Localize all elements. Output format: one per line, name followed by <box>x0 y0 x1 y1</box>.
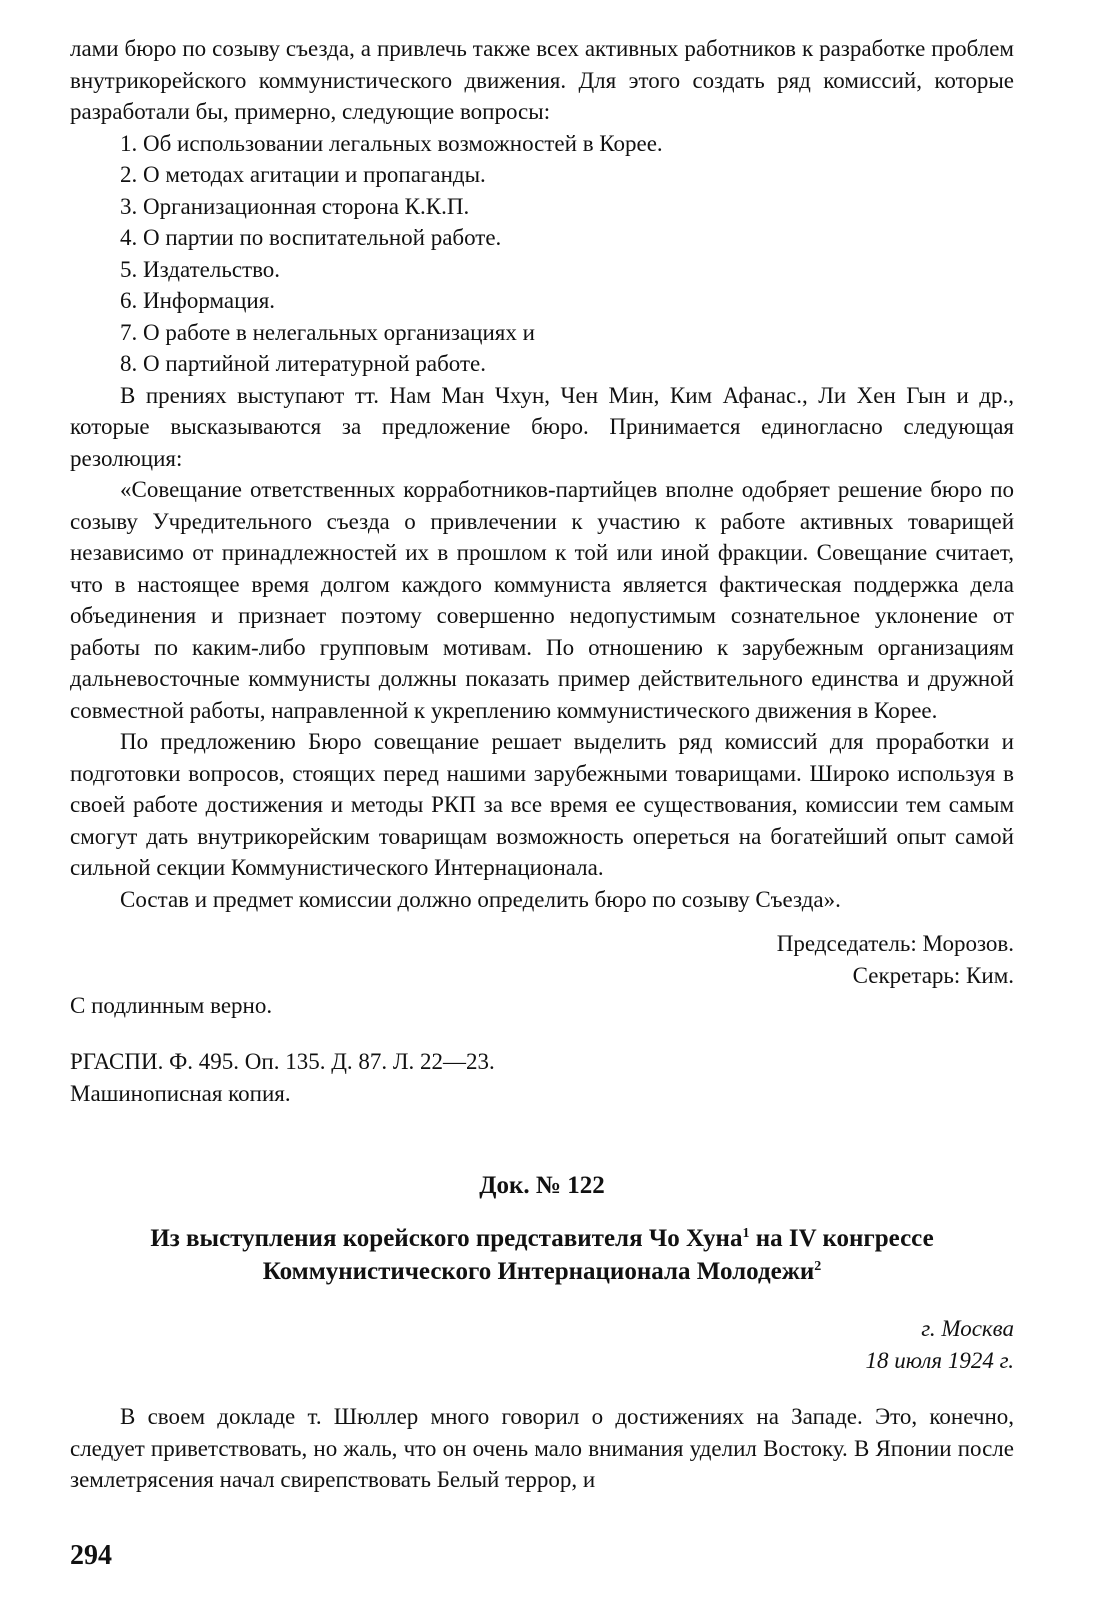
page-number: 294 <box>70 1540 112 1571</box>
list-item: 5. Издательство. <box>120 256 281 282</box>
speech-block <box>70 1401 1014 1496</box>
footnote-ref-2: 2 <box>814 1259 822 1274</box>
intro-paragraph: лами бюро по созыву съезда, а привлечь также всех активных работников к разработке проблем внутрикорейского коммунистического движения. Для этого создать ряд комиссий, которые разработали бы, примерно, следующие вопросы: <box>70 36 1014 124</box>
main-text-block <box>70 33 1014 915</box>
speech-paragraph: В своем докладе т. Шюллер много говорил о достижениях на Западе. Это, конечно, следует приветствовать, но жаль, что он очень мало внимания уделил Востоку. В Японии после землетрясения начал свирепствовать Белый террор, и <box>70 1404 1014 1492</box>
doc-title-part1: Из выступления корейского представителя Чо Хуна <box>150 1225 743 1252</box>
list-item: 2. О методах агитации и пропаганды. <box>120 162 486 187</box>
debate-paragraph: В прениях выступают тт. Нам Ман Чхун, Чен Мин, Ким Афанас., Ли Хен Гын и др., которые высказываются за предложение бюро. Принимается единогласно следующая резолюция: <box>70 382 1014 471</box>
list-item: 8. О партийной литературной работе. <box>120 351 487 376</box>
certification <box>70 990 1014 1022</box>
signatures <box>70 928 1014 991</box>
archive-ref: РГАСПИ. Ф. 495. Оп. 135. Д. 87. Л. 22—23. <box>70 1049 495 1074</box>
list-item: 1. Об использовании легальных возможностей в Корее. <box>120 130 663 156</box>
list-item: 7. О работе в нелегальных организациях и <box>120 319 535 345</box>
place-date <box>70 1313 1014 1376</box>
place: г. Москва <box>921 1316 1014 1341</box>
questions-list <box>70 128 1014 380</box>
doc-number: Док. № 122 <box>479 1172 605 1199</box>
chairman-signature: Председатель: Морозов. <box>776 931 1014 956</box>
certified-note: С подлинным верно. <box>70 993 273 1018</box>
copy-type: Машинописная копия. <box>70 1080 291 1106</box>
secretary-signature: Секретарь: Ким. <box>852 962 1014 988</box>
doc-title-part2: на IV конгрессе Коммунистического Интернационала Молодежи <box>262 1225 934 1285</box>
composition-paragraph: Состав и предмет комиссии должно определить бюро по созыву Съезда». <box>120 886 841 912</box>
resolution-paragraph: «Совещание ответственных корработников-партийцев вполне одобряет решение бюро по созыву Учредительного съезда о привлечении к участию к работе активных товарищей независимо от принадлежностей их в прошлом к той или иной фракции. Совещание считает, что в настоящее время долгом каждого коммуниста является фактическая поддержка дела объединения и признает поэтому совершенно недопустимым сознательное уклонение от работы по каким-либо групповым мотивам. По отношению к зарубежным организациям дальневосточные коммунисты должны показать пример действительного единства и дружной совместной работы, направленной к укреплению коммунистического движения в Корее. <box>70 477 1014 723</box>
footnote-ref-1: 1 <box>742 1226 750 1241</box>
date: 18 июля 1924 г. <box>865 1347 1014 1373</box>
list-item: 3. Организационная сторона К.К.П. <box>120 193 470 219</box>
doc-title <box>70 1222 1014 1288</box>
archive-reference <box>70 1046 1014 1109</box>
list-item: 4. О партии по воспитательной работе. <box>120 225 502 250</box>
commission-paragraph: По предложению Бюро совещание решает выделить ряд комиссий для проработки и подготовки вопросов, стоящих перед нашими зарубежными товарищами. Широко используя в своей работе достижения и методы РКП за все время ее существования, комиссии тем самым смогут дать внутрикорейским товарищам возможность опереться на богатейший опыт самой сильной секции Коммунистического Интернационала. <box>70 729 1014 880</box>
list-item: 6. Информация. <box>120 288 276 313</box>
